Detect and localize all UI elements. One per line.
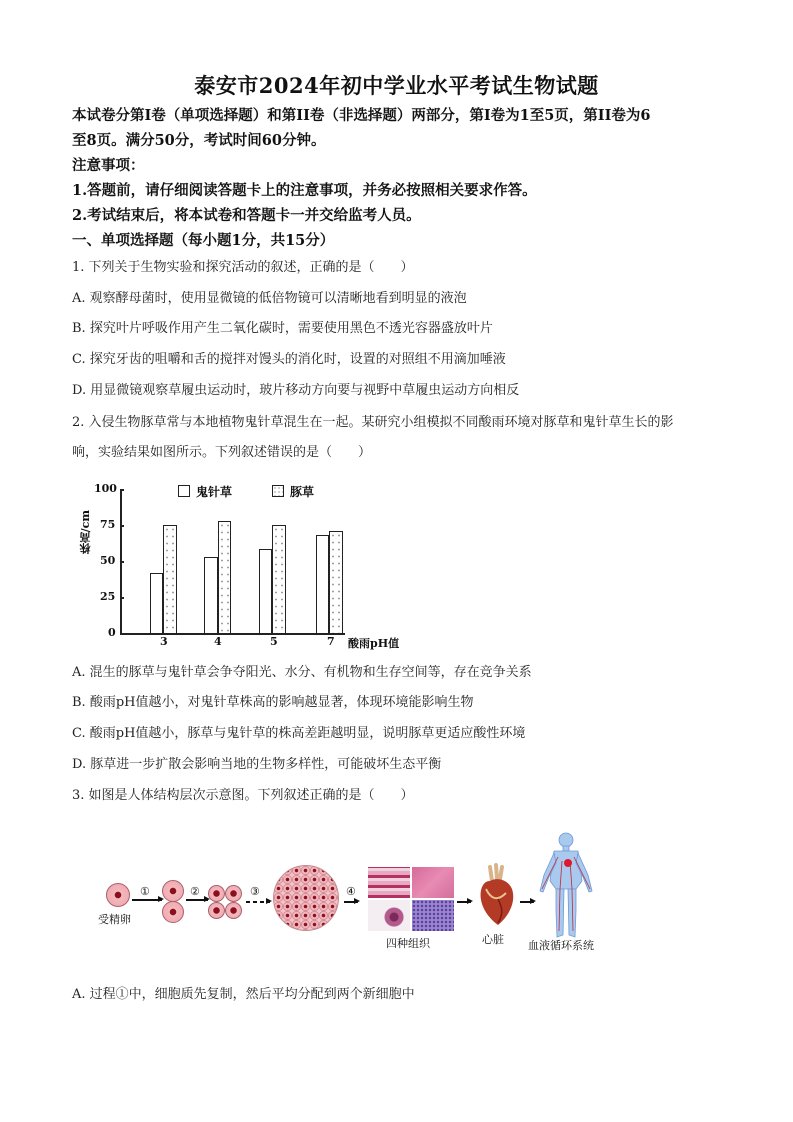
x-tick-5: 5 bbox=[270, 635, 278, 648]
page-title: 泰安市2024年初中学业水平考试生物试题 bbox=[194, 73, 599, 98]
four-cell-stage-icon bbox=[208, 902, 225, 919]
question-2-option-b: B. 酸雨pH值越小，对鬼针草株高的影响越显著，体现环境能影响生物 bbox=[72, 695, 474, 710]
x-tick-7: 7 bbox=[327, 635, 335, 648]
plot-area bbox=[121, 489, 345, 633]
question-1-option-c: C. 探究牙齿的咀嚼和舌的搅拌对馒头的消化时，设置的对照组不用滴加唾液 bbox=[72, 352, 506, 367]
question-3-stem: 3. 如图是人体结构层次示意图。下列叙述正确的是（ ） bbox=[72, 788, 414, 803]
two-cell-stage-icon bbox=[162, 880, 184, 902]
bar-guizhencao-ph3 bbox=[150, 573, 163, 633]
epithelial-tissue-image bbox=[368, 867, 410, 898]
question-2-option-d: D. 豚草进一步扩散会影响当地的生物多样性，可能破坏生态平衡 bbox=[72, 757, 442, 772]
arrow-right-icon bbox=[186, 899, 208, 901]
arrow-right-icon bbox=[344, 901, 358, 903]
body-structure-diagram bbox=[90, 825, 610, 960]
arrow-right-icon bbox=[457, 901, 471, 903]
human-body-icon bbox=[538, 831, 594, 941]
question-1-option-a: A. 观察酵母菌时，使用显微镜的低倍物镜可以清晰地看到明显的液泡 bbox=[72, 291, 467, 306]
legend-label: 鬼针草 bbox=[196, 484, 233, 499]
notice-heading: 注意事项： bbox=[72, 157, 145, 174]
bar-guizhencao-ph5 bbox=[259, 549, 272, 633]
y-tick-75: 75 bbox=[100, 518, 116, 531]
intro-line-1: 本试卷分第I卷（单项选择题）和第II卷（非选择题）两部分，第I卷为1至5页，第II卷为6 bbox=[72, 107, 651, 124]
step-3-marker: ③ bbox=[250, 885, 260, 898]
heart-label: 心脏 bbox=[482, 933, 504, 946]
bar-tuncao-ph5 bbox=[272, 525, 286, 633]
dashed-arrow-right-icon bbox=[246, 901, 270, 903]
x-axis-label: 酸雨pH值 bbox=[348, 637, 400, 650]
question-1-option-d: D. 用显微镜观察草履虫运动时，玻片移动方向要与视野中草履虫运动方向相反 bbox=[72, 383, 520, 398]
heart-icon bbox=[476, 863, 516, 927]
tissue-images bbox=[368, 867, 454, 931]
question-2-option-a: A. 混生的豚草与鬼针草会争夺阳光、水分、有机物和生存空间等，存在竞争关系 bbox=[72, 665, 532, 680]
section-heading: 一、单项选择题（每小题1分，共15分） bbox=[72, 232, 335, 249]
x-tick-3: 3 bbox=[160, 635, 168, 648]
arrow-right-icon bbox=[520, 901, 534, 903]
bar-tuncao-ph7 bbox=[329, 531, 343, 633]
four-cell-stage-icon bbox=[225, 902, 242, 919]
y-axis-label: 株高/cm bbox=[79, 510, 92, 555]
step-4-marker: ④ bbox=[346, 885, 356, 898]
step-1-marker: ① bbox=[140, 885, 150, 898]
notice-item-1: 1.答题前，请仔细阅读答题卡上的注意事项，并务必按照相关要求作答。 bbox=[72, 182, 537, 199]
notice-item-2: 2.考试结束后，将本试卷和答题卡一并交给监考人员。 bbox=[72, 207, 421, 224]
legend-label: 豚草 bbox=[290, 484, 315, 499]
intro-line-2: 至8页。满分50分，考试时间60分钟。 bbox=[72, 132, 326, 149]
tissues-label: 四种组织 bbox=[386, 937, 430, 950]
question-2-stem-line-1: 2. 入侵生物豚草常与本地植物鬼针草混生在一起。某研究小组模拟不同酸雨环境对豚草和鬼针草生长的影 bbox=[72, 415, 674, 430]
x-axis bbox=[120, 633, 345, 635]
bar-chart bbox=[78, 478, 418, 653]
bar-guizhencao-ph7 bbox=[316, 535, 329, 633]
bar-tuncao-ph3 bbox=[163, 525, 177, 633]
zygote-cell-icon bbox=[106, 883, 130, 907]
question-1-option-b: B. 探究叶片呼吸作用产生二氧化碳时，需要使用黑色不透光容器盛放叶片 bbox=[72, 321, 493, 336]
zygote-label: 受精卵 bbox=[98, 913, 131, 926]
question-2-stem-line-2: 响，实验结果如图所示。下列叙述错误的是（ ） bbox=[72, 445, 372, 460]
question-3-option-a: A. 过程①中，细胞质先复制，然后平均分配到两个新细胞中 bbox=[72, 987, 415, 1002]
nerve-tissue-image bbox=[368, 900, 410, 931]
y-tick-50: 50 bbox=[100, 554, 116, 567]
muscle-tissue-image bbox=[412, 867, 454, 898]
two-cell-stage-icon bbox=[162, 901, 184, 923]
y-tick-25: 25 bbox=[100, 590, 116, 603]
connective-tissue-image bbox=[412, 900, 454, 931]
cell-cluster-icon bbox=[273, 865, 339, 931]
circulatory-system-label: 血液循环系统 bbox=[528, 939, 594, 952]
four-cell-stage-icon bbox=[208, 885, 225, 902]
four-cell-stage-icon bbox=[225, 885, 242, 902]
y-tick-100: 100 bbox=[94, 482, 117, 495]
step-2-marker: ② bbox=[190, 885, 200, 898]
arrow-right-icon bbox=[132, 899, 162, 901]
bar-guizhencao-ph4 bbox=[204, 557, 218, 633]
bar-tuncao-ph4 bbox=[218, 521, 231, 633]
y-tick-0: 0 bbox=[108, 626, 116, 639]
x-tick-4: 4 bbox=[214, 635, 222, 648]
question-1-stem: 1. 下列关于生物实验和探究活动的叙述，正确的是（ ） bbox=[72, 260, 414, 275]
question-2-option-c: C. 酸雨pH值越小，豚草与鬼针草的株高差距越明显，说明豚草更适应酸性环境 bbox=[72, 726, 526, 741]
